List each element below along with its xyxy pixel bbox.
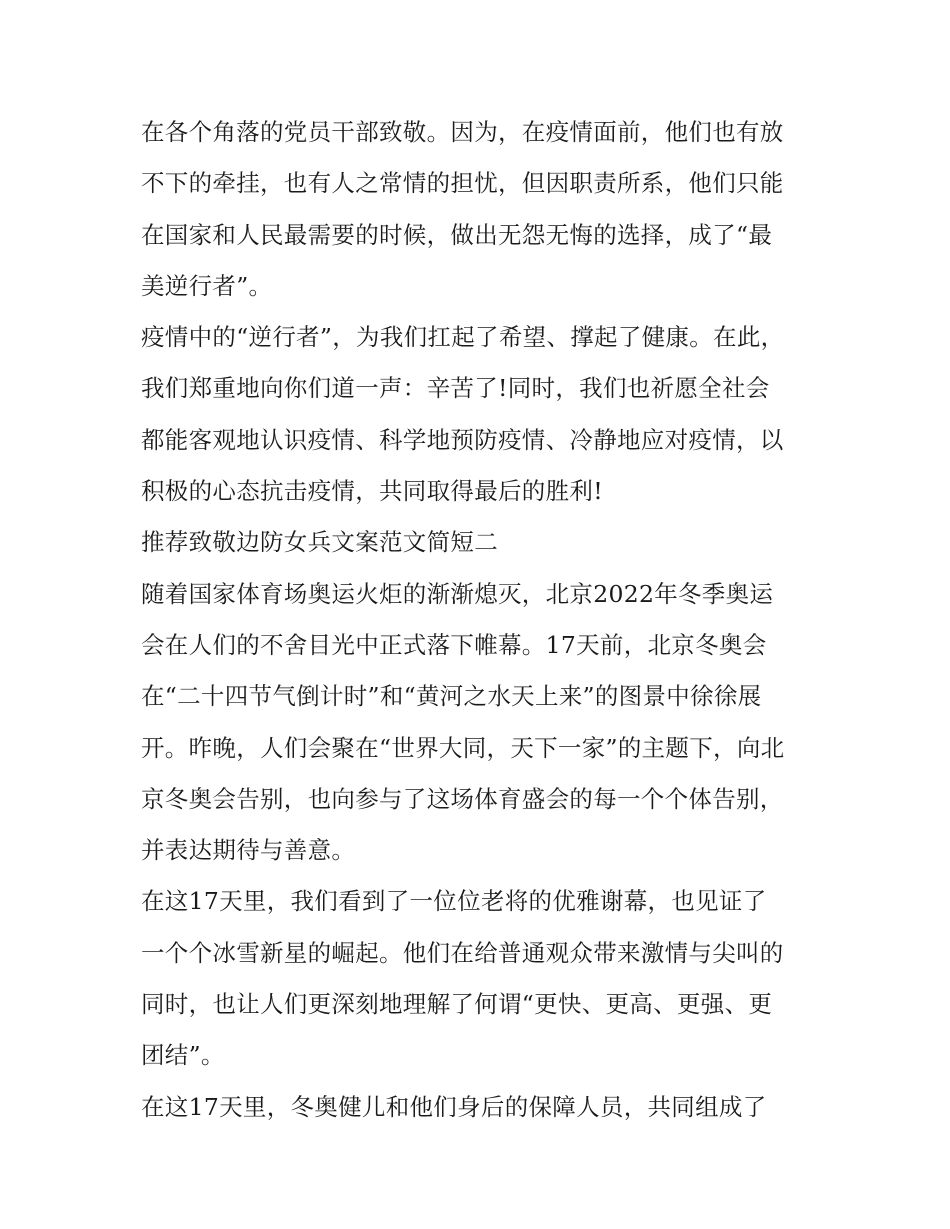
text-line: 我们郑重地向你们道一声：辛苦了!同时，我们也祈愿全社会 — [141, 374, 770, 403]
text-line: 开。昨晚，人们会聚在“世界大同，天下一家”的主题下，向北 — [141, 733, 785, 762]
text-line: 积极的心态抗击疫情，共同取得最后的胜利! — [141, 477, 603, 506]
text-line: 在各个角落的党员干部致敬。因为，在疫情面前，他们也有放 — [141, 118, 784, 146]
text-line: 随着国家体育场奥运火炬的渐渐熄灭，北京2022年冬季奥运 — [141, 579, 774, 608]
text-line: 会在人们的不舍目光中正式落下帷幕。17天前，北京冬奥会 — [141, 630, 767, 659]
text-line: 在这17天里，冬奥健儿和他们身后的保障人员，共同组成了 — [141, 1092, 767, 1121]
text-line: 疫情中的“逆行者”，为我们扛起了希望、撑起了健康。在此， — [141, 323, 785, 352]
document-body — [141, 107, 816, 1133]
text-line: 团结”。 — [141, 1041, 225, 1070]
text-line: 不下的牵挂，也有人之常情的担忧，但因职责所系，他们只能 — [141, 169, 784, 198]
section-heading: 推荐致敬边防女兵文案范文简短二 — [141, 528, 498, 557]
text-line: 京冬奥会告别，也向参与了这场体育盛会的每一个个体告别， — [141, 784, 784, 813]
text-line: 美逆行者”。 — [141, 271, 273, 300]
text-line: 一个个冰雪新星的崛起。他们在给普通观众带来激情与尖叫的 — [141, 938, 784, 967]
text-line: 在国家和人民最需要的时候，做出无怨无悔的选择，成了“最 — [141, 220, 773, 249]
text-line: 在这17天里，我们看到了一位位老将的优雅谢幕，也见证了 — [141, 887, 767, 916]
text-line: 同时，也让人们更深刻地理解了何谓“更快、更高、更强、更 — [141, 990, 773, 1019]
text-line: 都能客观地认识疫情、科学地预防疫情、冷静地应对疫情，以 — [141, 425, 784, 454]
text-line: 并表达期待与善意。 — [141, 836, 356, 865]
text-line: 在“二十四节气倒计时”和“黄河之水天上来”的图景中徐徐展 — [141, 682, 762, 711]
